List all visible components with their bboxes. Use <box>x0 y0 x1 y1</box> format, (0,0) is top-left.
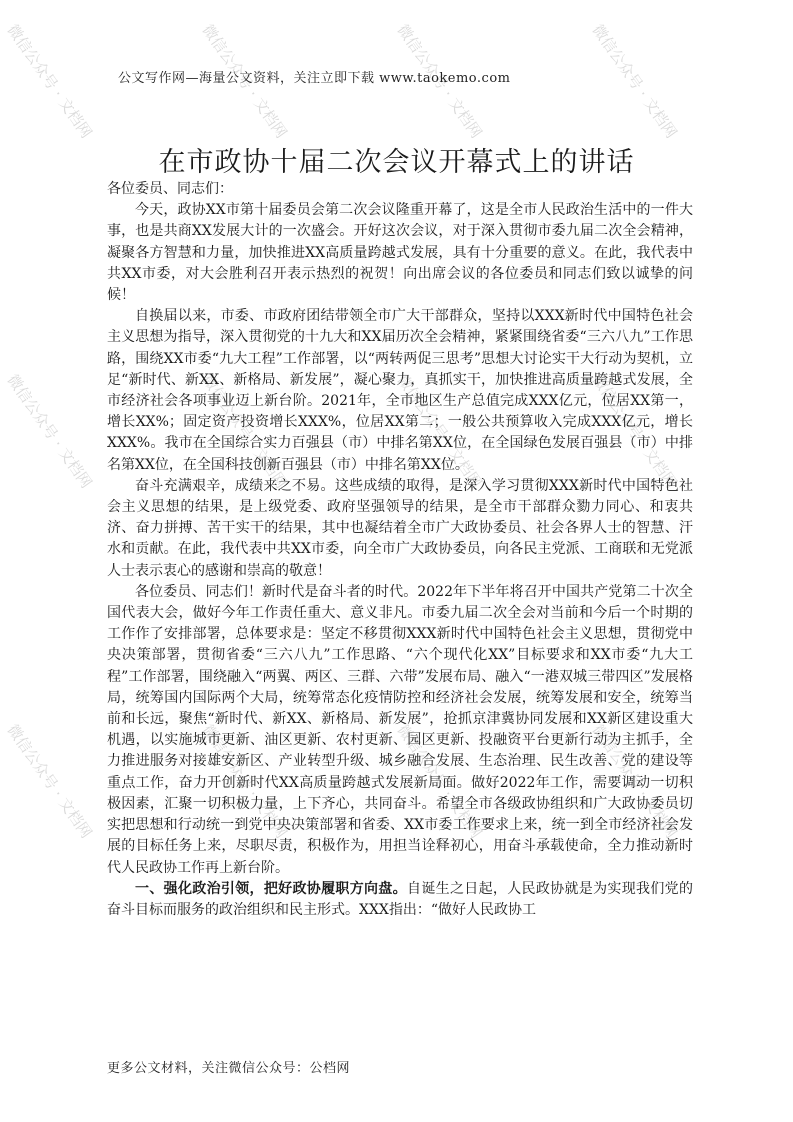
watermark-text: 微信公众号 · 文档网 <box>3 371 96 492</box>
watermark-text: 微信公众号 · 文档网 <box>3 21 96 142</box>
page-header: 公文写作网—海量公文资料，关注立即下载 www.taokemo.com <box>118 71 511 86</box>
section-text: 自诞生之日起，人民政协就是为实现我们党的奋斗目标而服务的政治组织和民主形式。XXX指出：“做好人民政协工 <box>107 880 693 918</box>
page-title: 在市政协十届二次会议开幕式上的讲话 <box>158 147 635 178</box>
paragraph: 各位委员、同志们！新时代是奋斗者的时代。2022年下半年将召开中国共产党第二十次全国代表大会，做好今年工作责任重大、意义非凡。市委九届二次全会对当前和今后一个时期的工作作了安排部署，总体要求是：坚定不移贯彻XXX新时代中国特色社会主义思想，贯彻党中央决策部署，贯彻省委“三六八九”工作思路、“六个现代化XX”目标要求和XX市委“九大工程”工作部署，围绕融入“两翼、两区、三群、六带”发展布局、融入“一港双城三带四区”发展格局，统筹国内国际两个大局，统筹常态化疫情防控和经济社会发展，统筹发展和安全，统筹当前和长远，聚焦“新时代、新XX、新格局、新发展”，抢抓京津冀协同发展和XX新区建设重大机遇，以实施城市更新、油区更新、农村更新、园区更新、投融资平台更新行动为主抓手，全力推进服务对接雄安新区、产业转型升级、城乡融合发展、生态治理、民生改善、党的建设等重点工作，奋力开创新时代XX高质量跨越式发展新局面。做好2022年工作，需要调动一切积极因素，汇聚一切积极力量，上下齐心，共同奋斗。希望全市各级政协组织和广大政协委员切实把思想和行动统一到党中央决策部署和省委、XX市委工作要求上来，统一到全市经济社会发展的目标任务上来，尽职尽责，积极作为，用担当诠释初心，用奋斗承载使命，全力推动新时代人民政协工作再上新台阶。 <box>107 583 693 876</box>
watermark-text: 微信公众号 · 文档网 <box>588 21 681 142</box>
watermark-text: 微信公众号 · 文档网 <box>393 371 486 492</box>
page-footer: 更多公文材料，关注微信公众号：公档网 <box>107 1061 351 1076</box>
watermark-text: 微信公众号 · 文档网 <box>393 21 486 142</box>
speech-body <box>107 179 693 921</box>
paragraph: 奋斗充满艰辛，成绩来之不易。这些成绩的取得，是深入学习贯彻XXX新时代中国特色社会主义思想的结果，是上级党委、政府坚强领导的结果，是全市干部群众勠力同心、和衷共济、奋力拼搏、苦干实干的结果，其中也凝结着全市广大政协委员、社会各界人士的智慧、汗水和贡献。在此，我代表中共XX市委，向全市广大政协委员，向各民主党派、工商联和无党派人士表示衷心的感谢和崇高的敬意！ <box>107 477 693 579</box>
watermark-text: 微信公众号 · 文档网 <box>588 371 681 492</box>
section-heading: 一、强化政治引领，把好政协履职方向盘。 <box>135 880 407 897</box>
salutation: 各位委员、同志们： <box>107 181 233 197</box>
section-paragraph <box>107 879 693 921</box>
watermark-text: 微信公众号 · 文档网 <box>3 721 96 842</box>
watermark-text: 微信公众号 · 文档网 <box>588 721 681 842</box>
watermark-text: 微信公众号 · 文档网 <box>198 371 291 492</box>
paragraph: 自换届以来，市委、市政府团结带领全市广大干部群众，坚持以XXX新时代中国特色社会主义思想为指导，深入贯彻党的十九大和XX届历次全会精神，紧紧围绕省委“三六八九”工作思路，围绕XX市委“九大工程”工作部署，以“两转两促三思考”思想大讨论实干大行动为契机，立足“新时代、新XX、新格局、新发展”，凝心聚力，真抓实干，加快推进高质量跨越式发展，全市经济社会各项事业迈上新台阶。2021年，全市地区生产总值完成XXX亿元，位居XX第一，增长XX%；固定资产投资增长XXX%，位居XX第二；一般公共预算收入完成XXX亿元，增长XXX%。我市在全国综合实力百强县（市）中排名第XX位，在全国绿色发展百强县（市）中排名第XX位，在全国科技创新百强县（市）中排名第XX位。 <box>107 308 693 473</box>
watermark-text: 微信公众号 · 文档网 <box>198 721 291 842</box>
watermark-text: 微信公众号 · 文档网 <box>393 721 486 842</box>
watermark-text: 微信公众号 · 文档网 <box>198 21 291 142</box>
paragraph: 今天，政协XX市第十届委员会第二次会议隆重开幕了，这是全市人民政治生活中的一件大事，也是共商XX发展大计的一次盛会。开好这次会议，对于深入贯彻市委九届二次全会精神，凝聚各方智慧和力量，加快推进XX高质量跨越式发展，具有十分重要的意义。在此，我代表中共XX市委，对大会胜利召开表示热烈的祝贺！向出席会议的各位委员和同志们致以诚挚的问候！ <box>107 202 693 304</box>
